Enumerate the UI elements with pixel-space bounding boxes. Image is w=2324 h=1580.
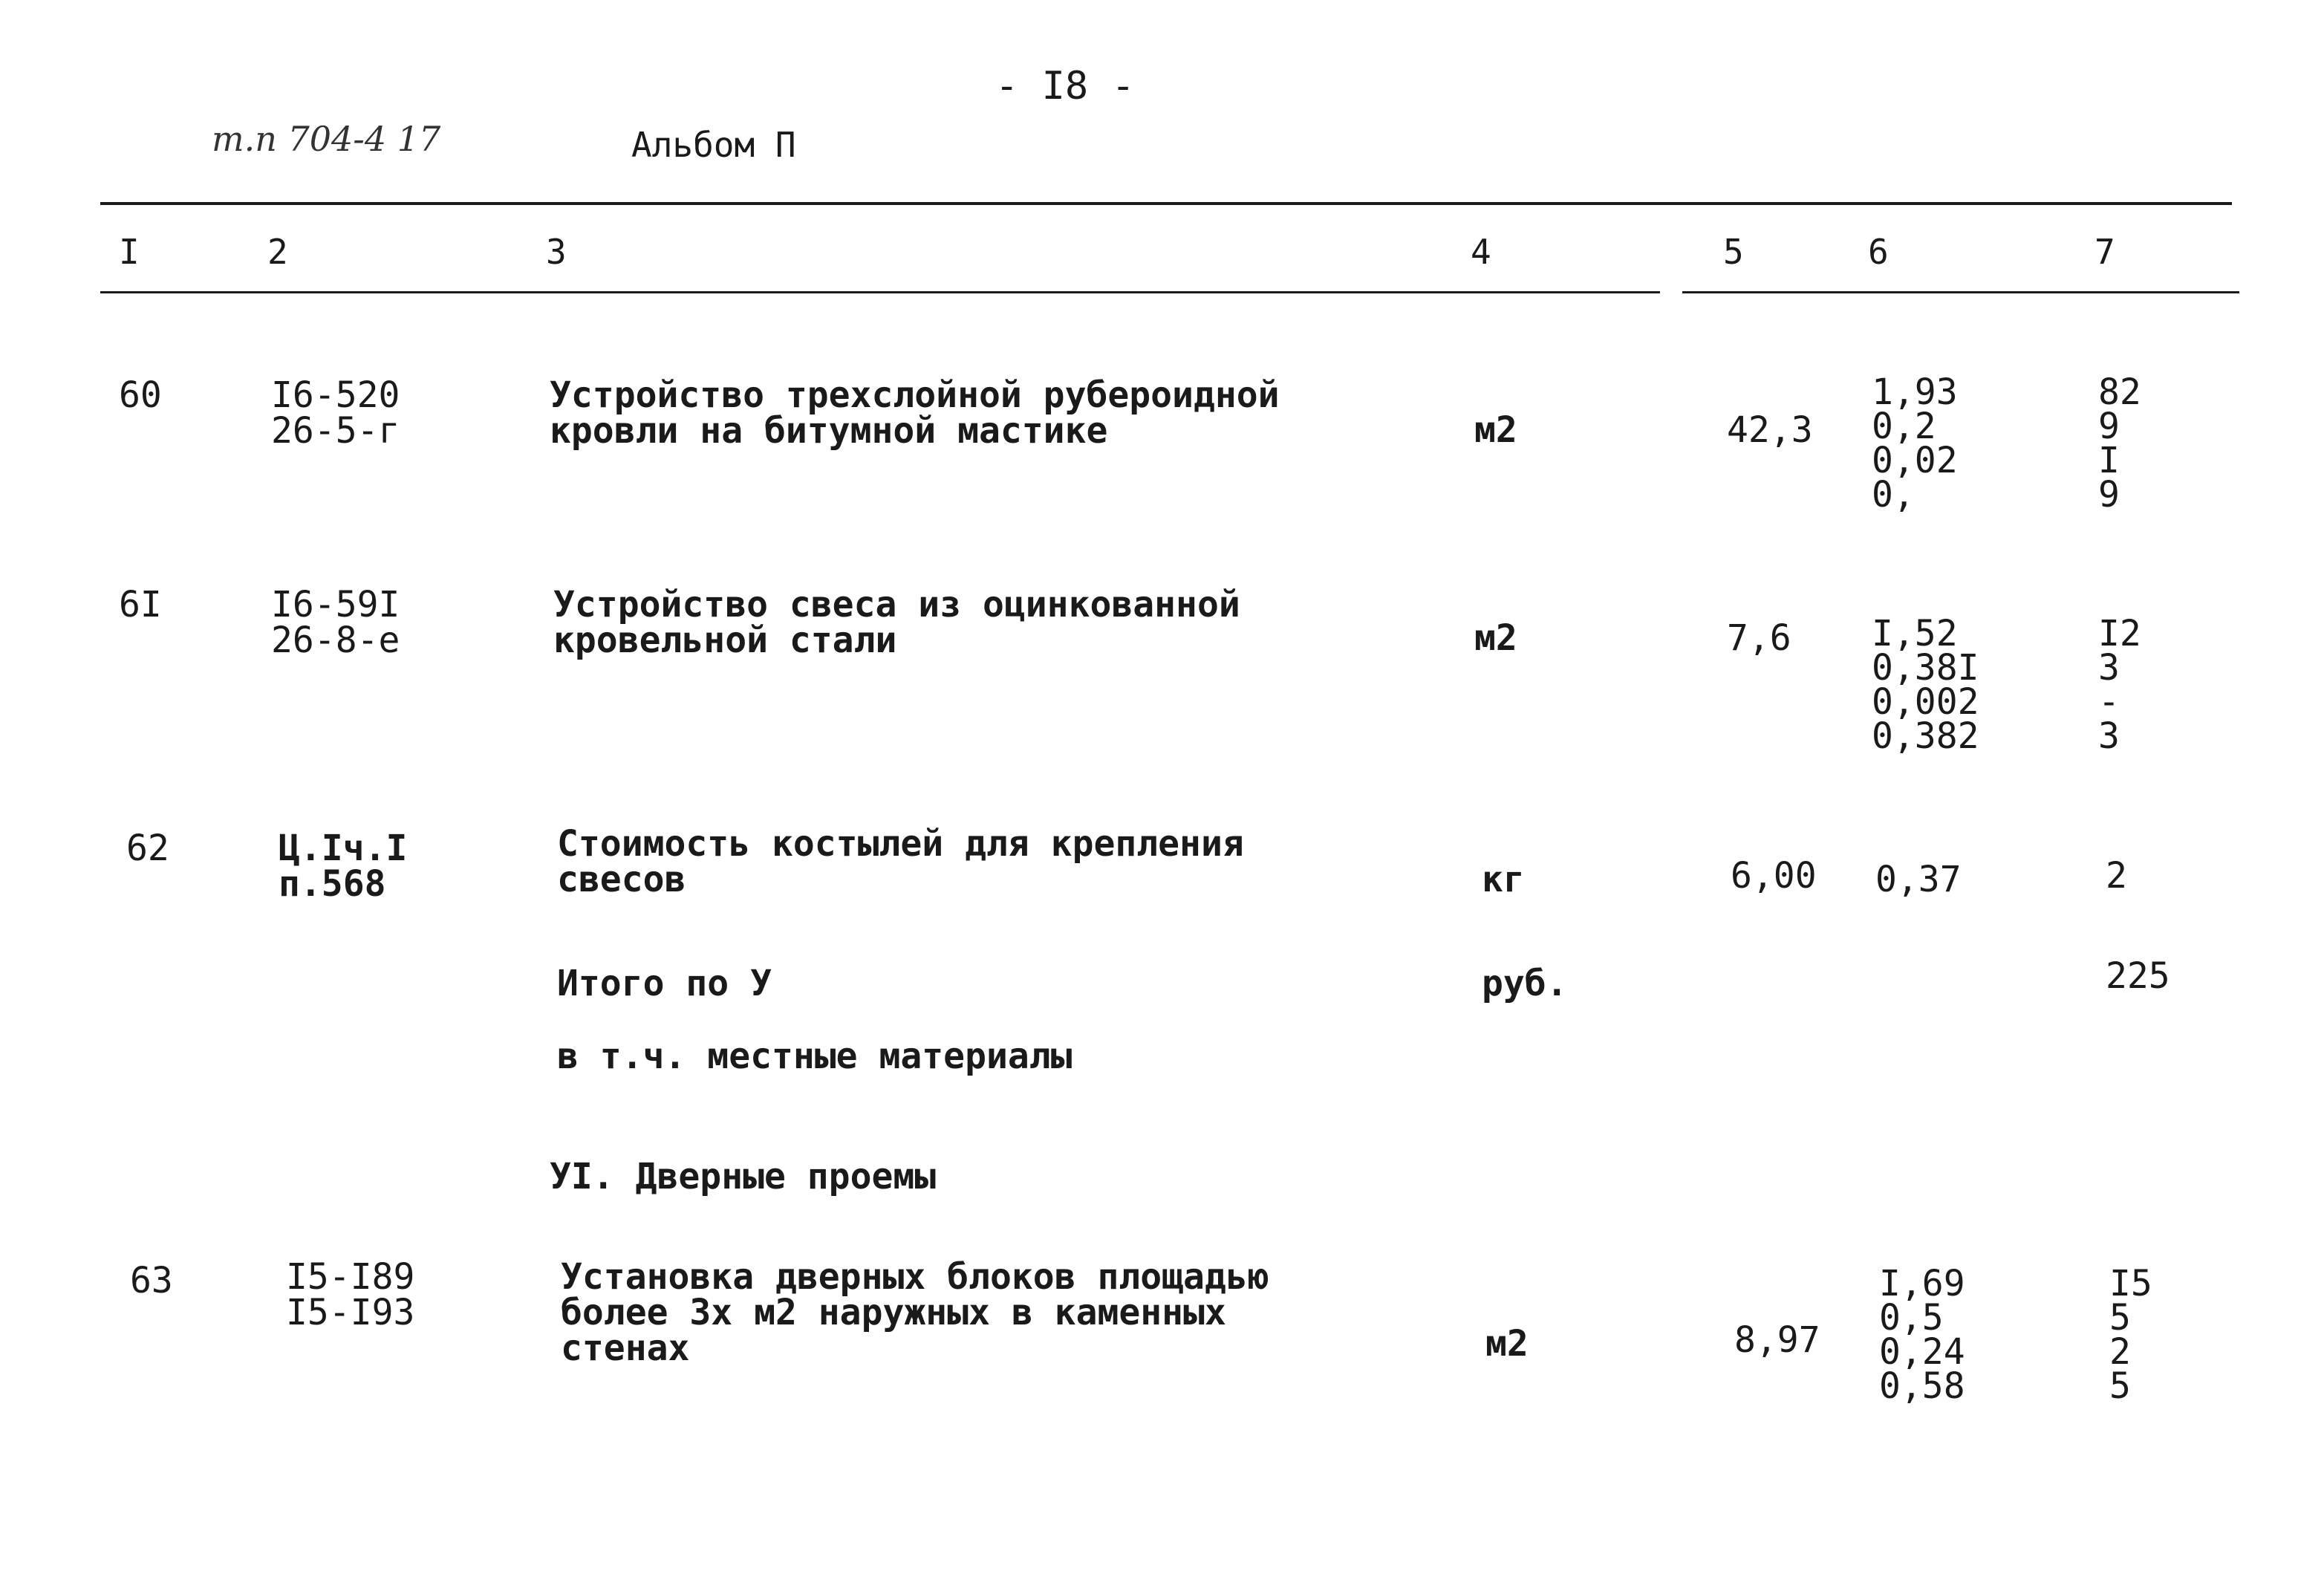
- column-header-7: 7: [2094, 232, 2115, 272]
- column-header-3: 3: [546, 232, 567, 272]
- column-header-4: 4: [1471, 232, 1491, 272]
- table-row-unit: м2: [1474, 617, 1517, 659]
- table-row-price: 1,93 0,2 0,02 0,: [1872, 371, 1958, 516]
- table-row-cost: 2: [2106, 855, 2127, 897]
- column-header-6: 6: [1868, 232, 1889, 272]
- section-heading: УI. Дверные проемы: [550, 1156, 937, 1197]
- table-row-num: 60: [119, 374, 162, 416]
- table-row-code: I6-59I 26-8-е: [271, 584, 400, 661]
- column-header-5: 5: [1723, 232, 1744, 272]
- column-header-2: 2: [267, 232, 288, 272]
- table-row-unit: м2: [1474, 409, 1517, 451]
- table-row-code: Ц.Iч.I п.568: [279, 828, 408, 905]
- table-row-desc: Устройство свеса из оцинкованной кровельной стали: [553, 584, 1240, 661]
- album-label: Альбом П: [631, 125, 796, 165]
- table-row-code: I6-520 26-5-г: [271, 374, 400, 452]
- table-row-price: I,52 0,38I 0,002 0,382: [1872, 613, 1979, 757]
- header-rule-left: [100, 291, 1660, 293]
- table-row-desc: Устройство трехслойной рубероидной кровли на битумной мастике: [550, 374, 1280, 452]
- table-row-unit: м2: [1485, 1323, 1529, 1365]
- total-value: 225: [2106, 955, 2170, 997]
- table-row-cost: I2 3 - 3: [2098, 613, 2141, 757]
- header-rule-right: [1682, 291, 2239, 293]
- table-row-cost: I5 5 2 5: [2109, 1263, 2152, 1407]
- table-row-unit: кг: [1482, 859, 1525, 900]
- total-label: Итого по У: [557, 963, 772, 1004]
- table-row-desc: Установка дверных блоков площадью более 3х м2 наружных в каменных стенах: [561, 1256, 1269, 1369]
- table-row-qty: 6,00: [1731, 855, 1817, 897]
- page-number: - I8 -: [995, 64, 1135, 108]
- table-row-qty: 42,3: [1727, 409, 1813, 451]
- local-materials-label: в т.ч. местные материалы: [557, 1036, 1073, 1077]
- total-unit: руб.: [1482, 963, 1568, 1004]
- table-row-desc: Стоимость костылей для крепления свесов: [557, 823, 1244, 900]
- document-code: т.п 704-4 17: [212, 119, 441, 159]
- column-header-1: I: [119, 232, 140, 272]
- table-row-code: I5-I89 I5-I93: [286, 1256, 415, 1333]
- table-row-cost: 82 9 I 9: [2098, 371, 2141, 516]
- table-row-num: 6I: [119, 584, 162, 625]
- table-row-price: 0,37: [1875, 859, 1962, 900]
- table-row-num: 62: [126, 828, 169, 869]
- table-row-num: 63: [130, 1260, 173, 1301]
- table-row-qty: 7,6: [1727, 617, 1791, 659]
- top-rule: [100, 202, 2232, 205]
- table-row-price: I,69 0,5 0,24 0,58: [1879, 1263, 1965, 1407]
- table-row-qty: 8,97: [1734, 1319, 1820, 1361]
